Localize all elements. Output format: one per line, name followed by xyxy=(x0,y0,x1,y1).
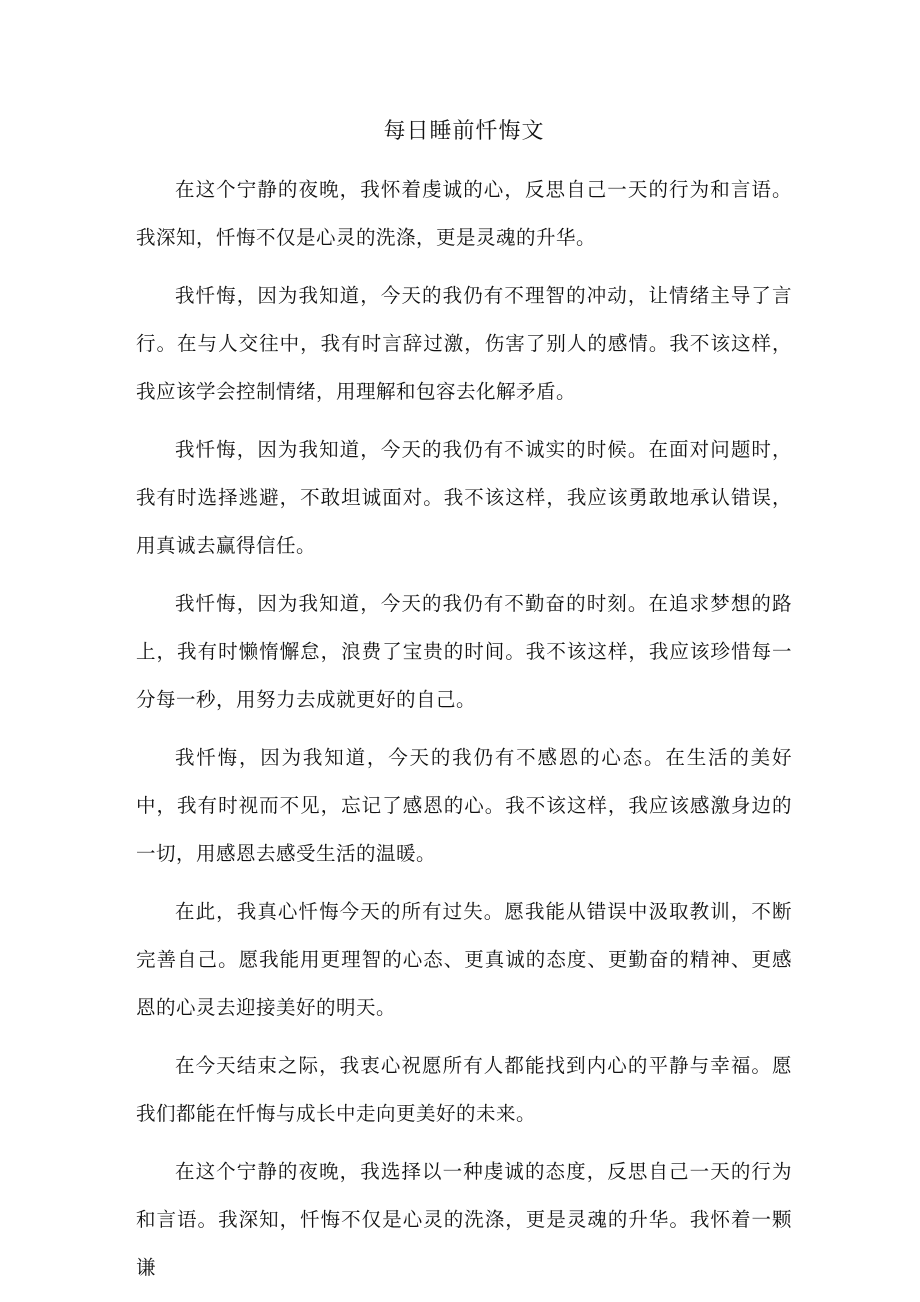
paragraph-5: 我忏悔，因为我知道，今天的我仍有不感恩的心态。在生活的美好中，我有时视而不见，忘记了感恩的心。我不该这样，我应该感激身边的一切，用感恩去感受生活的温暖。 xyxy=(136,746,792,865)
paragraph-3: 我忏悔，因为我知道，今天的我仍有不诚实的时候。在面对问题时，我有时选择逃避，不敢坦诚面对。我不该这样，我应该勇敢地承认错误，用真诚去赢得信任。 xyxy=(136,438,792,557)
paragraph-1: 在这个宁静的夜晚，我怀着虔诚的心，反思自己一天的行为和言语。我深知，忏悔不仅是心灵的洗涤，更是灵魂的升华。 xyxy=(136,178,792,249)
paragraph-6: 在此，我真心忏悔今天的所有过失。愿我能从错误中汲取教训，不断完善自己。愿我能用更理智的心态、更真诚的态度、更勤奋的精神、更感恩的心灵去迎接美好的明天。 xyxy=(136,900,792,1019)
paragraph-8: 在这个宁静的夜晚，我选择以一种虔诚的态度，反思自己一天的行为和言语。我深知，忏悔不仅是心灵的洗涤，更是灵魂的升华。我怀着一颗谦 xyxy=(136,1160,792,1279)
paragraph-7: 在今天结束之际，我衷心祝愿所有人都能找到内心的平静与幸福。愿我们都能在忏悔与成长中走向更美好的未来。 xyxy=(136,1054,792,1125)
document-page xyxy=(136,112,792,1302)
document-title: 每日睡前忏悔文 xyxy=(383,119,545,144)
paragraph-2: 我忏悔，因为我知道，今天的我仍有不理智的冲动，让情绪主导了言行。在与人交往中，我有时言辞过激，伤害了别人的感情。我不该这样，我应该学会控制情绪，用理解和包容去化解矛盾。 xyxy=(136,284,792,403)
paragraph-4: 我忏悔，因为我知道，今天的我仍有不勤奋的时刻。在追求梦想的路上，我有时懒惰懈怠，浪费了宝贵的时间。我不该这样，我应该珍惜每一分每一秒，用努力去成就更好的自己。 xyxy=(136,592,792,711)
